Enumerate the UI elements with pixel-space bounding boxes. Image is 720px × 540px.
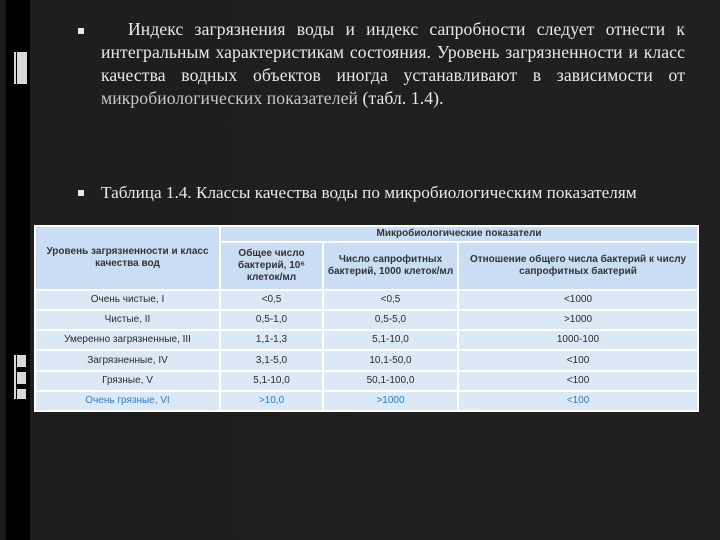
- table-row: [35, 391, 698, 411]
- cell-ratio: 1000-100: [458, 330, 698, 350]
- decor-bar-mid-1: [17, 355, 26, 367]
- decor-bar-mid-2: [17, 372, 26, 384]
- header-level: Уровень загрязненности и класс качества вод: [35, 226, 220, 290]
- bullet-icon: [78, 28, 84, 34]
- cell-sapro: <0,5: [323, 290, 458, 310]
- table-row: [35, 330, 698, 350]
- cell-total: 3,1-5,0: [220, 350, 323, 370]
- table-caption: Таблица 1.4. Классы качества воды по микробиологическим показателям: [101, 183, 637, 202]
- cell-level: Грязные, V: [35, 371, 220, 391]
- cell-level: Умеренно загрязненные, III: [35, 330, 220, 350]
- cell-ratio: <100: [458, 391, 698, 411]
- table-row: [35, 350, 698, 370]
- cell-sapro: 5,1-10,0: [323, 330, 458, 350]
- cell-ratio: >1000: [458, 310, 698, 330]
- decor-bar-mid-3: [17, 389, 26, 399]
- header-ratio: Отношение общего числа бактерий к числу сапрофитных бактерий: [458, 242, 698, 290]
- decor-bar-mid-thin: [14, 355, 16, 399]
- cell-total: <0,5: [220, 290, 323, 310]
- cell-ratio: <1000: [458, 290, 698, 310]
- decor-bar-top-thin: [14, 52, 16, 84]
- body-paragraph: [101, 18, 685, 110]
- cell-level: Чистые, II: [35, 310, 220, 330]
- table-row: [35, 310, 698, 330]
- table-row: [35, 371, 698, 391]
- table-row: [35, 290, 698, 310]
- cell-sapro: 50,1-100,0: [323, 371, 458, 391]
- decor-bar-top-thick: [17, 52, 27, 84]
- left-edge-strip: [0, 0, 6, 540]
- cell-total: 0,5-1,0: [220, 310, 323, 330]
- header-total: Общее число бактерий, 10⁶ клеток/мл: [220, 242, 323, 290]
- cell-level: Очень грязные, VI: [35, 391, 220, 411]
- bullet-icon: [78, 190, 84, 196]
- paragraph-text: Индекс загрязнения воды и индекс сапробности следует отнести к интегральным характеристикам состояния. Уровень загрязненности и класс качества водных объектов иногда устанавливают в зависимости от: [101, 19, 685, 85]
- cell-total: 5,1-10,0: [220, 371, 323, 391]
- cell-total: 1,1-1,3: [220, 330, 323, 350]
- header-group: Микробиологические показатели: [220, 226, 698, 242]
- cell-sapro: 0,5-5,0: [323, 310, 458, 330]
- cell-sapro: >1000: [323, 391, 458, 411]
- header-sapro: Число сапрофитных бактерий, 1000 клеток/мл: [323, 242, 458, 290]
- cell-level: Загрязненные, IV: [35, 350, 220, 370]
- cell-total: >10,0: [220, 391, 323, 411]
- cell-ratio: <100: [458, 371, 698, 391]
- paragraph-highlight: микробиологических показателей: [101, 88, 359, 108]
- cell-level: Очень чистые, I: [35, 290, 220, 310]
- quality-table: [34, 225, 699, 412]
- cell-ratio: <100: [458, 350, 698, 370]
- cell-sapro: 10,1-50,0: [323, 350, 458, 370]
- paragraph-text-end: (табл. 1.4).: [358, 88, 444, 108]
